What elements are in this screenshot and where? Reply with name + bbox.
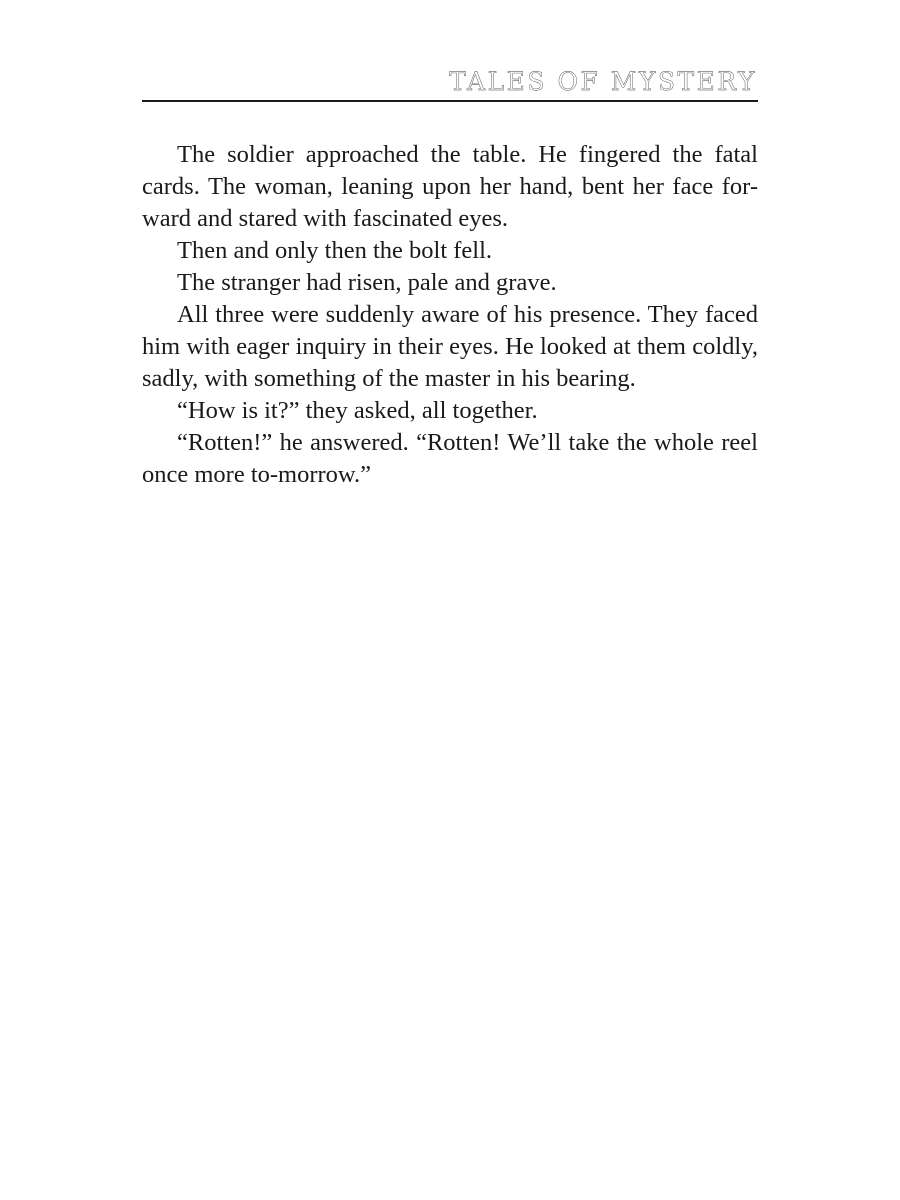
text-line: once more to-morrow.”	[142, 461, 372, 488]
text-line: The stranger had risen, pale and grave.	[177, 269, 557, 296]
text-line: ward and stared with fascinated eyes.	[142, 205, 508, 232]
text-line: The soldier approached the table. He fingered the fatal	[177, 141, 758, 168]
text-line: “Rotten!” he answered. “Rotten! We’ll take the whole reel	[177, 429, 758, 456]
header-rule	[142, 100, 758, 102]
text-line: sadly, with something of the master in his bearing.	[142, 365, 636, 392]
text-line: him with eager inquiry in their eyes. He looked at them coldly,	[142, 333, 758, 360]
text-line: cards. The woman, leaning upon her hand, bent her face for-	[142, 173, 758, 200]
text-line: Then and only then the bolt fell.	[177, 237, 493, 264]
running-head: TALES OF MYSTERY	[449, 67, 757, 96]
text-line: “How is it?” they asked, all together.	[177, 397, 538, 424]
text-line: All three were suddenly aware of his presence. They faced	[177, 301, 758, 328]
body-text	[142, 139, 758, 491]
